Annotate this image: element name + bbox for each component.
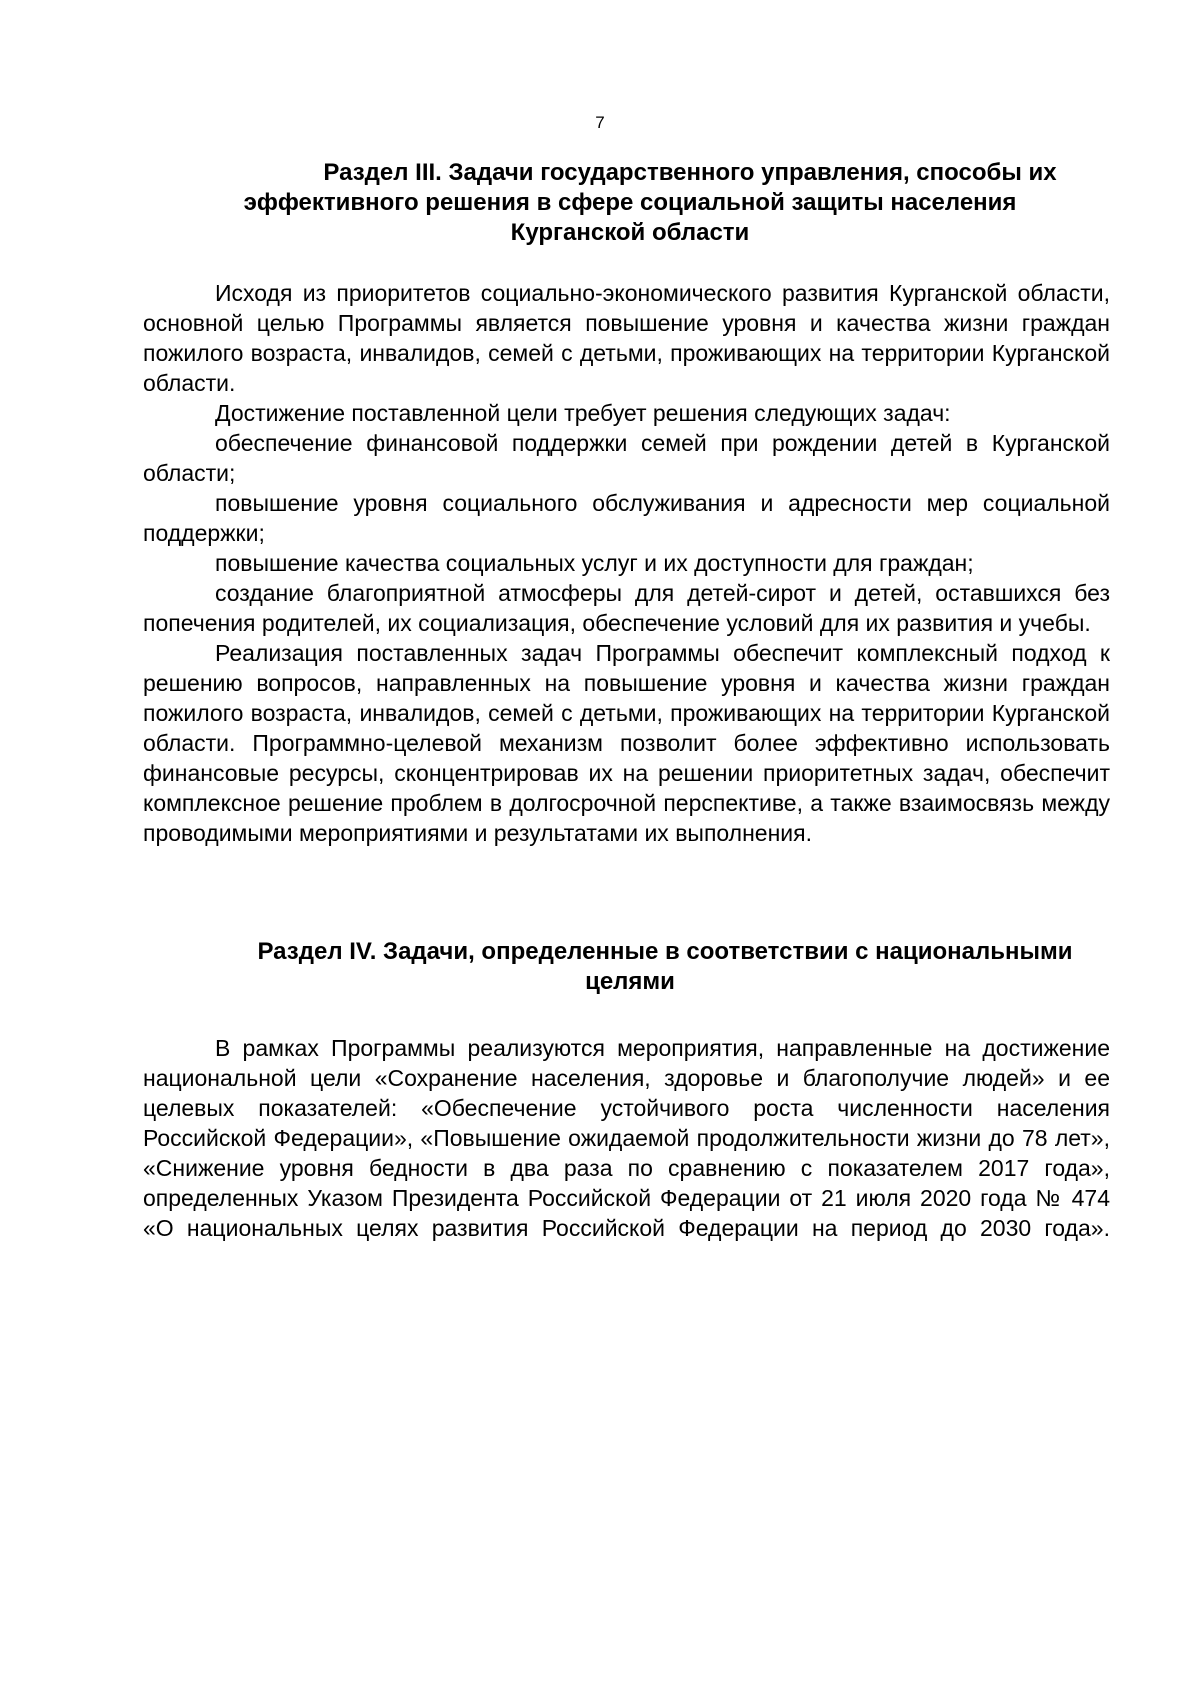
section-4-title-line-1: Раздел IV. Задачи, определенные в соответствии с национальными <box>257 938 1073 965</box>
section-3-task-3: повышение качества социальных услуг и их доступности для граждан; <box>215 550 974 576</box>
section-3-task-2: повышение уровня социального обслуживания и адресности мер социальной поддержки; <box>143 490 1110 546</box>
section-3-task-1: обеспечение финансовой поддержки семей при рождении детей в Курганской области; <box>143 430 1110 486</box>
section-3-body <box>143 278 1110 848</box>
page-number: 7 <box>595 113 605 132</box>
section-3-title <box>150 158 1110 248</box>
section-3-paragraph-goal: Исходя из приоритетов социально-экономического развития Курганской области, основной целью Программы является повышение уровня и качества жизни граждан пожилого возраста, инвалидов, семей с детьми, проживающих на территории Курганской области. <box>143 280 1110 396</box>
section-3-paragraph-tasks-intro: Достижение поставленной цели требует решения следующих задач: <box>215 400 951 426</box>
section-4-paragraph-national-goals: В рамках Программы реализуются мероприятия, направленные на достижение национальной цели «Сохранение населения, здоровье и благополучие людей» и ее целевых показателей: «Обеспечение устойчивого роста численности населения Российской Федерации», «Повышение ожидаемой продолжительности жизни до 78 лет», «Снижение уровня бедности в два раза по сравнению с показателем 2017 года», определенных Указом Президента Российской Федерации от 21 июля 2020 года № 474 «О национальных целях развития Российской Федерации на период до 2030 года». <box>143 1035 1110 1241</box>
section-3-title-line-3: Курганской области <box>510 219 750 246</box>
section-4-title-line-2: целями <box>585 968 675 995</box>
section-3-task-4: создание благоприятной атмосферы для детей-сирот и детей, оставшихся без попечения родителей, их социализация, обеспечение условий для их развития и учебы. <box>143 580 1110 636</box>
section-3-paragraph-implementation: Реализация поставленных задач Программы обеспечит комплексный подход к решению вопросов, направленных на повышение уровня и качества жизни граждан пожилого возраста, инвалидов, семей с детьми, проживающих на территории Курганской области. Программно-целевой механизм позволит более эффективно использовать финансовые ресурсы, сконцентрировав их на решении приоритетных задач, обеспечит комплексное решение проблем в долгосрочной перспективе, а также взаимосвязь между проводимыми мероприятиями и результатами их выполнения. <box>143 640 1110 846</box>
section-3-title-line-1: Раздел III. Задачи государственного управления, способы их <box>323 159 1057 186</box>
section-4-title <box>150 937 1110 997</box>
section-4-body <box>143 1033 1110 1243</box>
section-3-title-line-2: эффективного решения в сфере социальной защиты населения <box>243 189 1017 216</box>
